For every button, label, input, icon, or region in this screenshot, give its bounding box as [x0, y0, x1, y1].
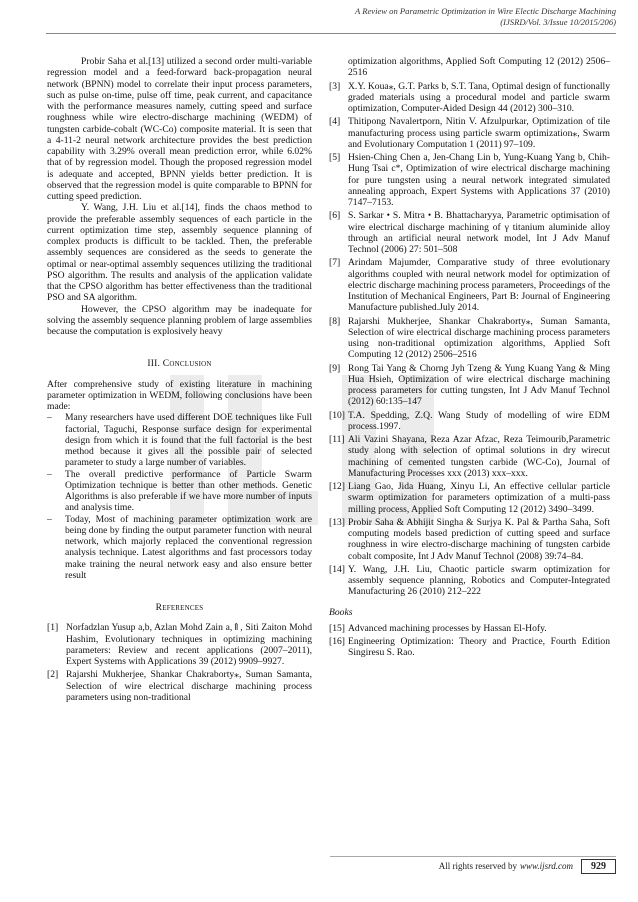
header-rule — [46, 33, 616, 34]
reference-number: [6] — [329, 210, 341, 222]
conclusion-heading — [47, 358, 312, 369]
body-paragraph: Probir Saha et al.[13] utilized a second order multi-variable regression model and a feed-forward back-propagation neural network (BPNN) model to correlate their input process parameters, such as pulse on-time, pulse off time, peak current, and capacitance with the performance measures namely, cutting speed and surface roughness while wire electro-discharge machining (WEDM) of tungsten carbide-cobalt (WC-Co) composite material. It is seen that a 4-11-2 neural network architecture provides the best prediction capability with 3.29% overall mean prediction error, while 6.02% that of by regression model. Though the proposed regression model is adequate and accepted, BPNN yields better prediction. It is observed that the regression model is quite comparable to BPNN for cutting speed prediction. — [47, 56, 312, 202]
reference-number: [4] — [329, 116, 341, 128]
reference-number: [16] — [329, 636, 345, 647]
reference-number: [3] — [329, 80, 341, 92]
reference-number: [13] — [329, 516, 345, 528]
reference-item — [329, 517, 610, 562]
reference-text: Rajarshi Mukherjee, Shankar Chakraborty⁎, Suman Samanta, Selection of wire electrical discharge machining process parameters using non-traditional optimization algorithms, Applied Soft Computing 12 (2012) 2506–2516 — [348, 315, 610, 361]
conclusion-list — [47, 412, 312, 581]
section-number: III. — [147, 358, 161, 370]
reference-item — [329, 481, 610, 515]
reference-number: [12] — [329, 481, 345, 492]
reference-text: Norfadzlan Yusup a,b, Azlan Mohd Zain a,⇑, Siti Zaiton Mohd Hashim, Evolutionary techniques in optimizing machining parameters: Review and recent applications (2007–2011), Expert Systems with Applications 39 (2012) 9909–9927. — [66, 622, 312, 667]
reference-text: Hsien-Ching Chen a, Jen-Chang Lin b, Yung-Kuang Yang b, Chih-Hung Tsai c*, Optimization of wire electrical discharge machining for pure tungsten using a neural network integrated simulated annealing approach, Expert Systems with Applications 37 (2010) 7147–7153. — [348, 152, 610, 208]
reference-text: Ali Vazini Shayana, Reza Azar Afzac, Reza Teimouri​b,Parametric study along with selection of optimal solutions in dry wirecut machining of cemented tungsten carbide (WC-Co), Journal of Manufacturing Processes xxx (2013) xxx–xxx. — [348, 434, 610, 479]
reference-text: Thitipong Navalertporn, Nitin V. Afzulpurkar, Optimization of tile manufacturing process using particle swarm optimization⁎, Swarm and Evolutionary Computation 1 (2011) 97–109. — [348, 116, 610, 150]
reference-item — [329, 564, 610, 598]
reference-text: Rajarshi Mukherjee, Shankar Chakraborty⁎, Suman Samanta, Selection of wire electrical discharge machining process parameters using non-traditional — [66, 669, 312, 703]
reference-item — [47, 669, 312, 703]
conclusion-intro: After comprehensive study of existing literature in machining parameter optimization in WEDM, following conclusions have been made: — [47, 378, 312, 412]
reference-item — [329, 636, 610, 659]
reference-item — [329, 116, 610, 150]
reference-number: [15] — [329, 622, 345, 634]
reference-number: [8] — [329, 315, 341, 327]
reference-item — [329, 434, 610, 479]
reference-number: [11] — [329, 434, 345, 445]
right-column — [329, 56, 610, 661]
reference-item — [329, 363, 610, 408]
reference-text: optimization algorithms, Applied Soft Computing 12 (2012) 2506–2516 — [348, 56, 610, 79]
reference-number: [1] — [47, 622, 59, 634]
reference-text: S. Sarkar • S. Mitra • B. Bhattacharyya, Parametric optimisation of wire electrical discharge machining of γ titanium aluminide alloy through an artificial neural network model, Int J Adv Manuf Technol (2006) 27: 501–508 — [348, 210, 610, 255]
reference-item — [329, 81, 610, 115]
body-paragraph: However, the CPSO algorithm may be inadequate for solving the assembly sequence planning problem of large assemblies because the computation is explosively heavy — [47, 303, 312, 337]
reference-item — [329, 410, 610, 433]
reference-text: X.Y. Koua⁎, G.T. Parks b, S.T. Tana, Optimal design of functionally graded materials using a procedural model and particle swarm optimization, Computer-Aided Design 44 (2012) 300–310. — [348, 80, 610, 114]
list-item — [47, 514, 312, 582]
page-number: 929 — [581, 859, 616, 874]
list-item — [47, 469, 312, 514]
references-heading — [47, 602, 312, 613]
reference-number: [5] — [329, 152, 341, 163]
reference-text: Rong Tai Yang & Chorng Jyh Tzeng & Yung Kuang Yang & Ming Hua Hsieh, Optimization of wire electrical discharge machining process parameters for cutting tungsten, Int J Adv Manuf Technol (2012) 60:135–147 — [348, 362, 610, 408]
journal-issue: (IJSRD/Vol. 3/Issue 10/2015/206) — [500, 17, 616, 27]
reference-item — [47, 622, 312, 667]
reference-item — [329, 152, 610, 208]
reference-text: T.A. Spedding, Z.Q. Wang Study of modelling of wire EDM process.1997. — [348, 409, 610, 432]
list-item-text: The overall predictive performance of Particle Swarm Optimization technique is better than other methods. Genetic Algorithms is also preferable if we have more number of inputs and analysis time. — [65, 468, 312, 514]
reference-number: [9] — [329, 362, 341, 374]
reference-number: [10] — [329, 409, 345, 421]
reference-number: [7] — [329, 257, 341, 269]
reference-item — [329, 210, 610, 255]
reference-number: [14] — [329, 563, 345, 575]
list-item — [47, 412, 312, 468]
footer-rule — [330, 856, 616, 857]
reference-text: Y. Wang, J.H. Liu, Chaotic particle swarm optimization for assembly sequence planning, Robotics and Computer-Integrated Manufacturing 26 (2010) 212–222 — [348, 563, 610, 598]
reference-list — [329, 56, 610, 600]
reference-item — [329, 316, 610, 361]
books-heading: Books — [329, 606, 353, 618]
reference-number: [2] — [47, 669, 59, 681]
section-title: Conclusion — [162, 358, 212, 370]
reference-text: Liang Gao, Jida Huang, Xinyu Li, An effective cellular particle swarm optimization for parameters optimization of a multi-pass milling process, Applied Soft Computing 12 (2012) 3490–3499. — [348, 481, 610, 515]
list-item-text: Many researchers have used different DOE techniques like Full factorial, Taguchi, Response surface design for experimental design from which it is found that the full factorial is the best method because it gives all the possible pair of selected parameter to study a large number of variables. — [65, 412, 312, 469]
bullet-dash: – — [47, 412, 52, 424]
journal-title: A Review on Parametric Optimization in Wire Electic Discharge Machining — [354, 6, 616, 16]
running-header — [355, 6, 616, 28]
list-item-text: Today, Most of machining parameter optimization work are being done by finding the output parameter function with neural network, which majorly replaced the conventional regression analysis technique. Latest algorithms and fast processors today make training the neural network easy and also ensure better result — [65, 513, 312, 581]
rights-text: All rights reserved by — [438, 861, 517, 871]
reference-list — [47, 622, 312, 703]
reference-text: Arindam Majumder, Comparative study of three evolutionary algorithms coupled with neural network model for optimization of electric discharge machining process parameters, Proceedings of the Institution of Mechanical Engineers, Part B: Journal of Engineering Manufacture published.July 2014. — [348, 257, 610, 314]
website-link[interactable]: www.ijsrd.com — [519, 861, 573, 871]
reference-text: Advanced machining processes by Hassan El-Hofy. — [348, 622, 547, 634]
reference-text: Probir Saha & Abhijit Singha & Surjya K. Pal & Partha Saha, Soft computing models based prediction of cutting speed and surface roughness in wire electro-discharge machining of tungsten carbide cobalt composite, Int J Adv Manuf Technol (2008) 39:74–84. — [348, 516, 610, 562]
left-column — [47, 56, 312, 705]
reference-item — [329, 623, 610, 634]
reference-item — [329, 56, 610, 79]
body-paragraph: Y. Wang, J.H. Liu et al.[14], finds the chaos method to provide the preferable assembly sequences of each particle in the current optimization time step, assembly sequence planning of complex products is difficult to be tackled. Then, the preferable assembly sequences are considered as the seeds to generate the optimal or near-optimal assembly sequences utilizing the traditional PSO algorithm. The results and analysis of the application validate that the CPSO algorithm has better effectiveness than the traditional PSO and SA algorithm. — [47, 202, 312, 304]
reference-text: Engineering Optimization: Theory and Practice, Fourth Edition Singiresu S. Rao. — [348, 636, 610, 659]
section-title: References — [155, 602, 204, 613]
bullet-dash: – — [47, 468, 52, 480]
reference-item — [329, 257, 610, 313]
books-list — [329, 623, 610, 659]
page-footer — [439, 858, 616, 874]
reference-number — [329, 56, 348, 79]
bullet-dash: – — [47, 513, 52, 525]
